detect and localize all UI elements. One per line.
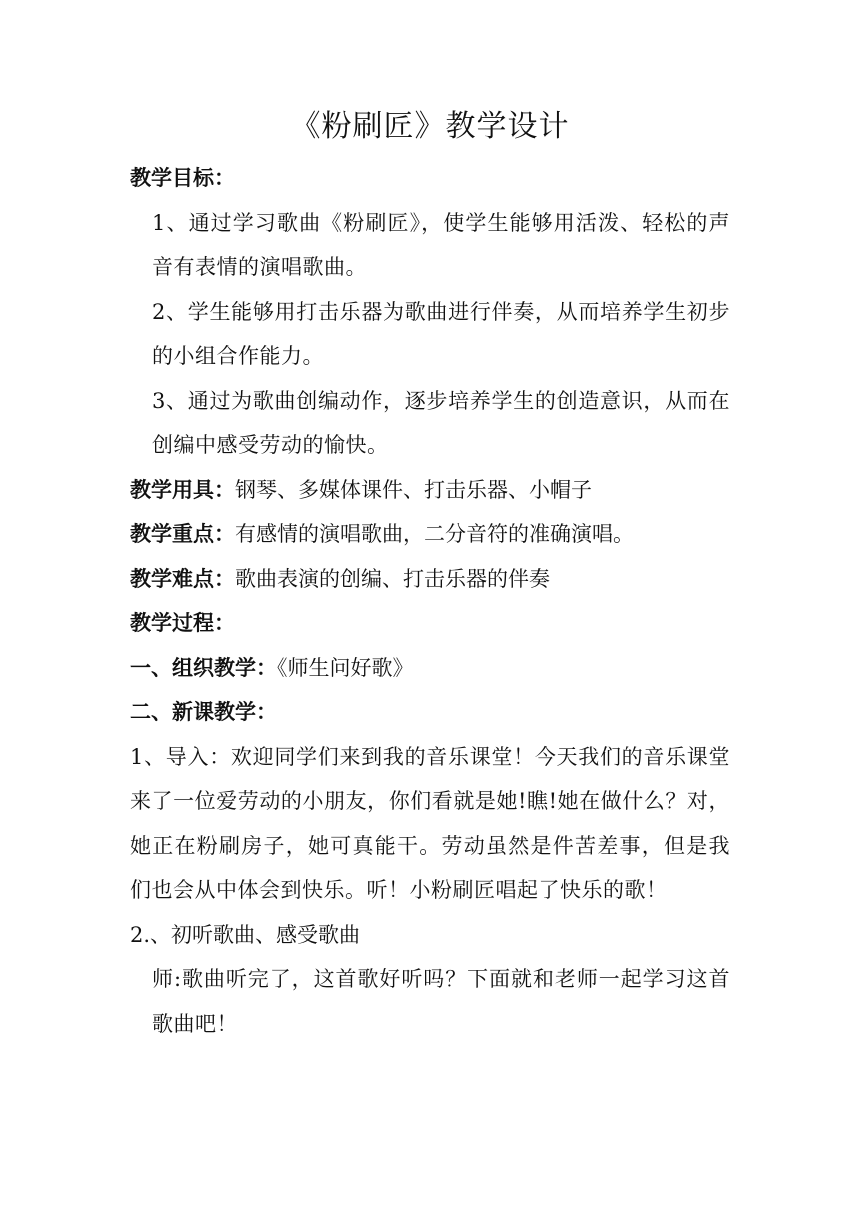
teaching-tools	[130, 468, 730, 513]
teaching-difficulty	[130, 557, 730, 602]
teaching-tools-text: 钢琴、多媒体课件、打击乐器、小帽子	[235, 477, 592, 502]
teaching-difficulty-text: 歌曲表演的创编、打击乐器的伴奏	[235, 566, 550, 591]
intro-paragraph: 1、导入：欢迎同学们来到我的音乐课堂！今天我们的音乐课堂来了一位爱劳动的小朋友，你们看就是她!瞧!她在做什么？对，她正在粉刷房子，她可真能干。劳动虽然是件苦差事，但是我们也会从中体会到快乐。听！小粉刷匠唱起了快乐的歌！	[130, 744, 730, 902]
process-heading: 教学过程：	[130, 610, 235, 635]
step-new-lesson-heading: 二、新课教学：	[130, 699, 277, 724]
goal-item-2: 2、学生能够用打击乐器为歌曲进行伴奏，从而培养学生初步的小组合作能力。	[152, 299, 730, 368]
teacher-paragraph: 师:歌曲听完了，这首歌好听吗？下面就和老师一起学习这首歌曲吧！	[152, 967, 730, 1036]
goal-item-1: 1、通过学习歌曲《粉刷匠》，使学生能够用活泼、轻松的声音有表情的演唱歌曲。	[152, 210, 730, 279]
teaching-key-point-label: 教学重点：	[130, 521, 235, 546]
step-organize-text: 《师生问好歌》	[277, 655, 414, 680]
document-body	[130, 104, 730, 1046]
teaching-key-point	[130, 512, 730, 557]
step-organize	[130, 646, 730, 691]
goal-item-3: 3、通过为歌曲创编动作，逐步培养学生的创造意识，从而在创编中感受劳动的愉快。	[152, 388, 730, 457]
document-title: 《粉刷匠》教学设计	[290, 109, 570, 144]
listen-heading: 2.、初听歌曲、感受歌曲	[130, 922, 361, 947]
teaching-key-point-text: 有感情的演唱歌曲，二分音符的准确演唱。	[235, 522, 634, 546]
step-organize-label: 一、组织教学：	[130, 654, 277, 680]
teaching-tools-label: 教学用具：	[130, 476, 235, 502]
teaching-difficulty-label: 教学难点：	[130, 565, 235, 591]
goals-heading: 教学目标：	[130, 165, 235, 190]
